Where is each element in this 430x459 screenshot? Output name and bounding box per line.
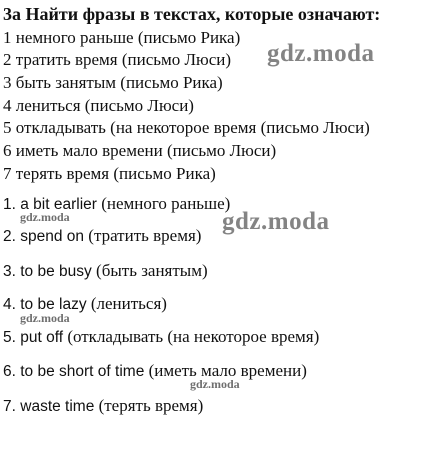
answer-english: put off <box>20 329 64 346</box>
task-item: 7 терять время (письмо Рика) <box>3 164 216 183</box>
answer-number: 4. <box>3 296 16 313</box>
answer-russian: (тратить время) <box>88 226 202 245</box>
task-item: 4 лениться (письмо Люси) <box>3 96 194 115</box>
answer-number: 1. <box>3 196 16 213</box>
answer-russian: (быть занятым) <box>96 261 208 280</box>
answer-item <box>3 261 208 281</box>
page-title: 3a Найти фразы в текстах, которые означают: <box>3 4 381 24</box>
answer-english: to be short of time <box>20 363 145 380</box>
answer-number: 6. <box>3 363 16 380</box>
answer-number: 2. <box>3 228 16 245</box>
answer-number: 5. <box>3 329 16 346</box>
answer-russian: (немного раньше) <box>101 194 231 213</box>
answer-item <box>3 327 319 347</box>
watermark: gdz.moda <box>20 210 70 224</box>
watermark: gdz.moda <box>190 377 240 391</box>
answer-item <box>3 396 203 416</box>
answer-english: to be lazy <box>20 296 87 313</box>
answer-russian: (терять время) <box>98 396 204 415</box>
answer-item <box>3 361 307 381</box>
answer-item <box>3 226 201 246</box>
answer-english: waste time <box>20 398 95 415</box>
task-item: 2 тратить время (письмо Люси) <box>3 50 232 69</box>
answer-english: a bit earlier <box>20 196 97 213</box>
answer-english: to be busy <box>20 263 92 280</box>
watermark: gdz.moda <box>267 40 375 67</box>
watermark: gdz.moda <box>20 311 70 325</box>
answer-english: spend on <box>20 228 85 245</box>
answer-number: 7. <box>3 398 16 415</box>
answer-number: 3. <box>3 263 16 280</box>
answer-russian: (лениться) <box>90 294 167 313</box>
watermark: gdz.moda <box>222 208 330 235</box>
answer-russian: (откладывать (на некоторое время) <box>67 327 320 346</box>
task-item: 5 откладывать (на некоторое время (письмо Люси) <box>3 118 370 137</box>
task-item: 3 быть занятым (письмо Рика) <box>3 73 223 92</box>
task-item: 6 иметь мало времени (письмо Люси) <box>3 141 277 160</box>
answer-russian: (иметь мало времени) <box>148 361 307 380</box>
task-item: 1 немного раньше (письмо Рика) <box>3 28 241 47</box>
